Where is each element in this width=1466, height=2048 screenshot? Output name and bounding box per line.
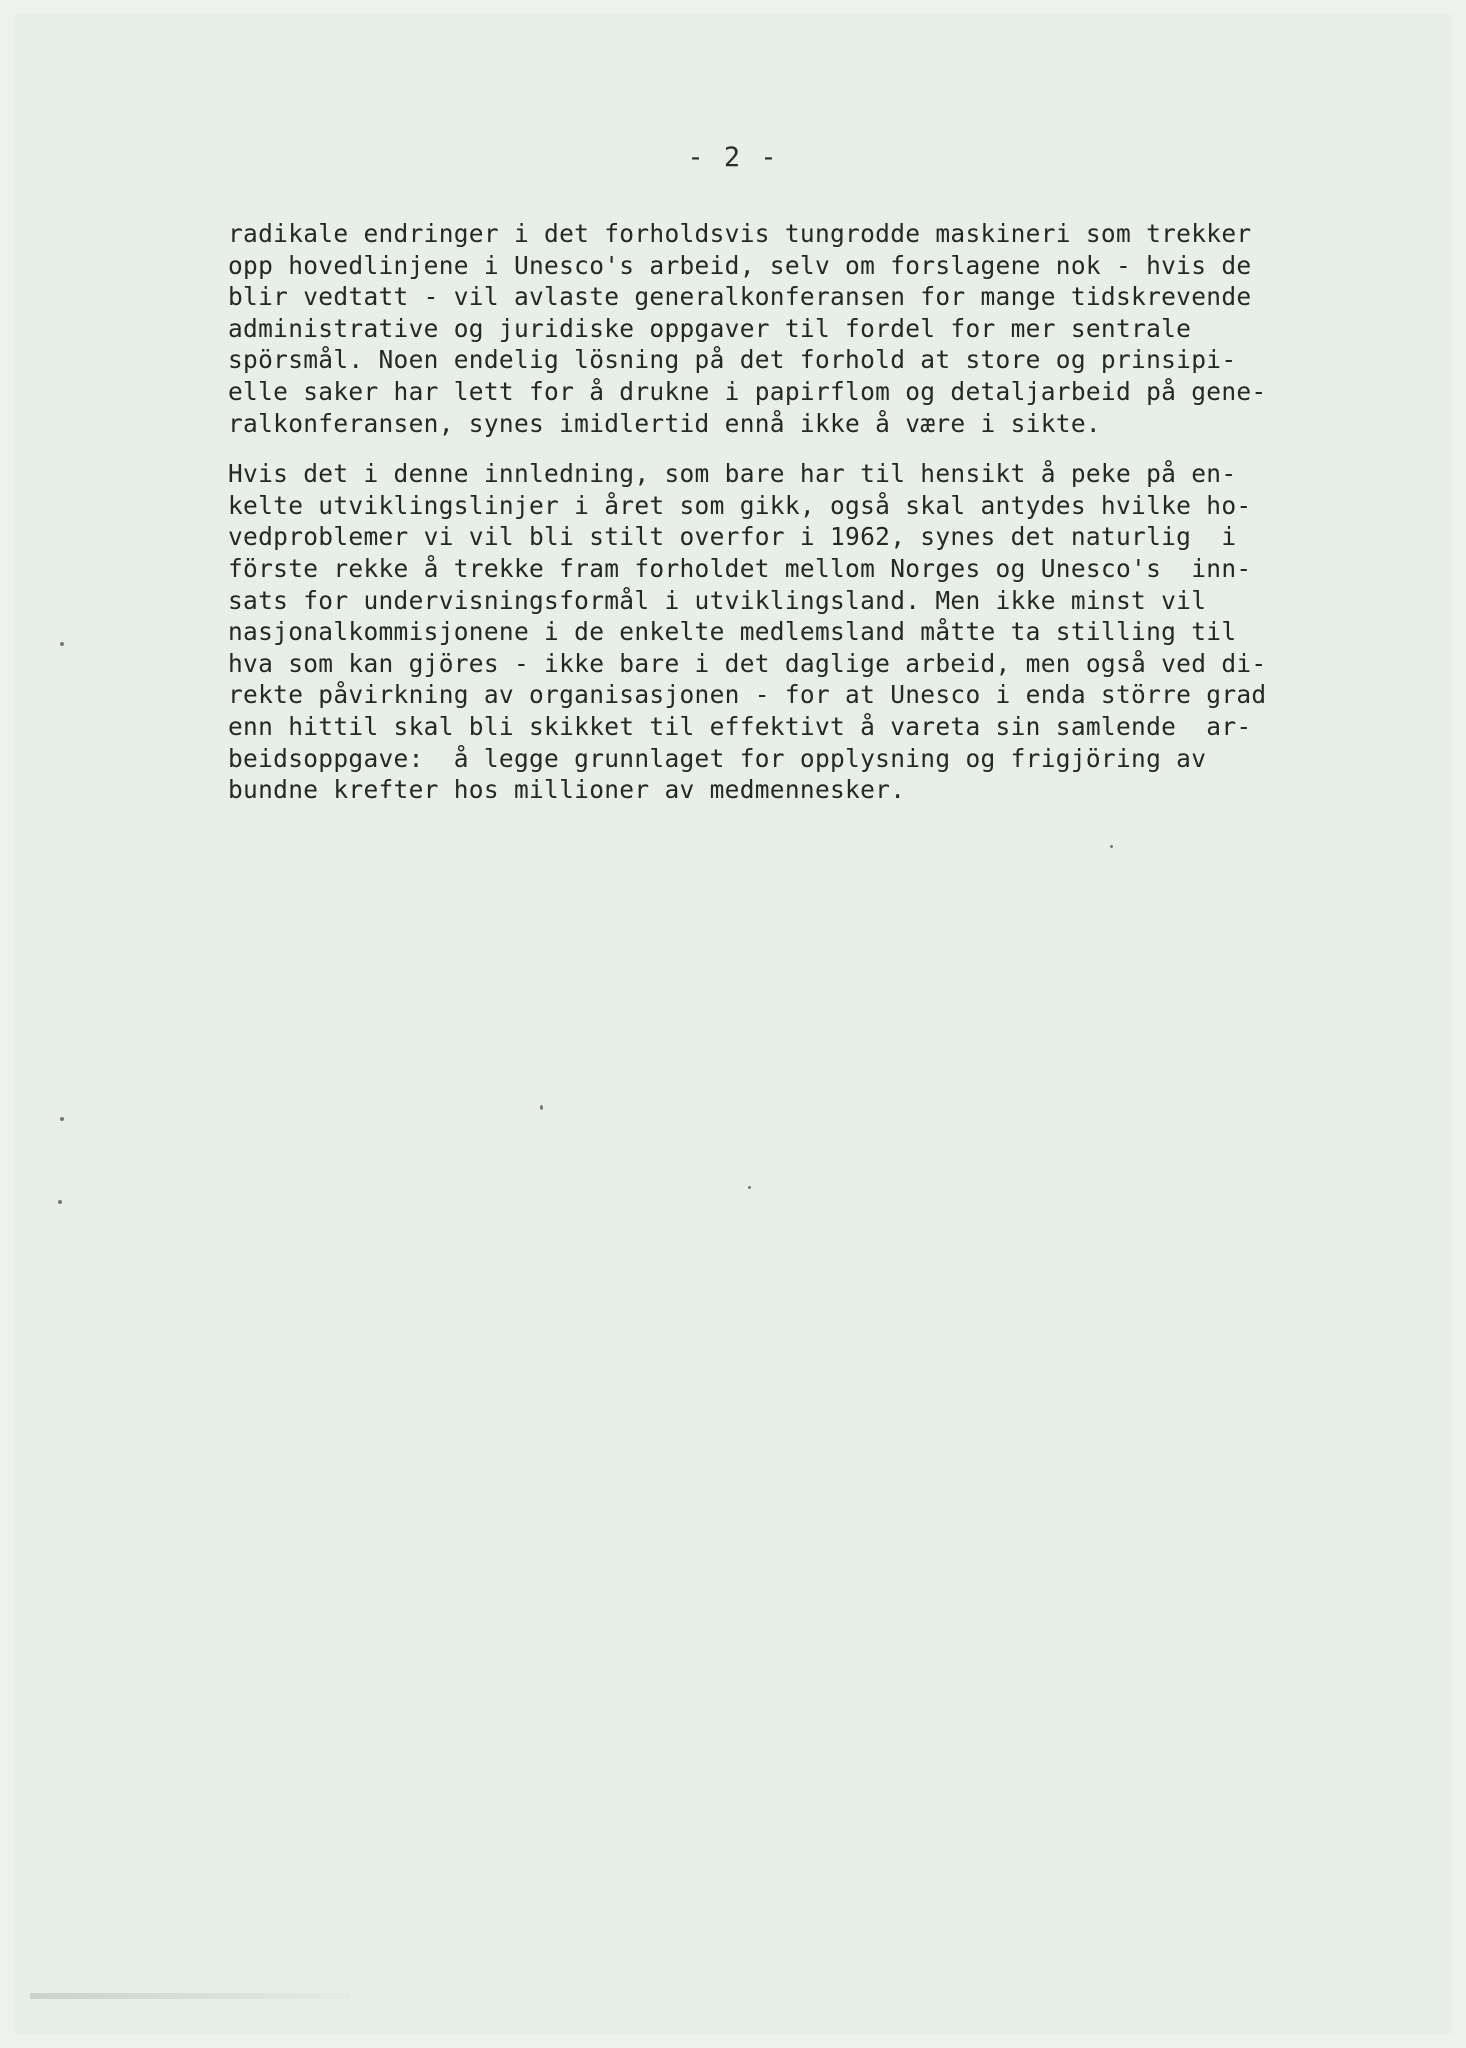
text-line: radikale endringer i det forholdsvis tungrodde maskineri som trekker: [228, 219, 1252, 248]
text-line: Hvis det i denne innledning, som bare har til hensikt å peke på en-: [228, 459, 1237, 489]
paragraph-2: [228, 458, 1308, 806]
text-line: opp hovedlinjene i Unesco's arbeid, selv om forslagene nok - hvis de: [228, 250, 1252, 280]
text-line: sats for undervisningsformål i utviklingsland. Men ikke minst vil: [228, 585, 1207, 615]
text-line: hva som kan gjöres - ikke bare i det daglige arbeid, men også ved di-: [228, 648, 1267, 678]
paragraph-1: [228, 218, 1308, 439]
text-line: kelte utviklingslinjer i året som gikk, også skal antydes hvilke ho-: [228, 490, 1252, 520]
scan-speck: [540, 1105, 543, 1110]
text-line: spörsmål. Noen endelig lösning på det forhold at store og prinsipi-: [228, 345, 1237, 375]
text-line: bundne krefter hos millioner av medmennesker.: [228, 775, 906, 805]
scan-speck: [748, 1186, 751, 1189]
text-line: elle saker har lett for å drukne i papirflom og detaljarbeid på gene-: [228, 376, 1267, 406]
scan-speck: [1110, 845, 1113, 848]
scan-speck: [58, 1200, 62, 1204]
page-number: - 2 -: [687, 142, 779, 173]
document-body: [228, 218, 1308, 806]
text-line: rekte påvirkning av organisasjonen - for at Unesco i enda större grad: [228, 680, 1267, 710]
text-line: enn hittil skal bli skikket til effektivt å vareta sin samlende ar-: [228, 711, 1252, 741]
text-line: blir vedtatt - vil avlaste generalkonferansen for mange tidskrevende: [228, 282, 1252, 312]
scan-speck: [60, 642, 64, 646]
text-line: förste rekke å trekke fram forholdet mellom Norges og Unesco's inn-: [228, 553, 1252, 583]
scan-edge-mark: [30, 1993, 350, 1999]
text-line: administrative og juridiske oppgaver til fordel for mer sentrale: [228, 313, 1192, 343]
text-line: nasjonalkommisjonene i de enkelte medlemsland måtte ta stilling til: [228, 617, 1237, 647]
text-line: vedproblemer vi vil bli stilt overfor i 1962, synes det naturlig i: [228, 522, 1237, 552]
scan-speck: [60, 1117, 64, 1121]
text-line: ralkonferansen, synes imidlertid ennå ikke å være i sikte.: [228, 408, 1101, 438]
text-line: beidsoppgave: å legge grunnlaget for opplysning og frigjöring av: [228, 743, 1207, 773]
